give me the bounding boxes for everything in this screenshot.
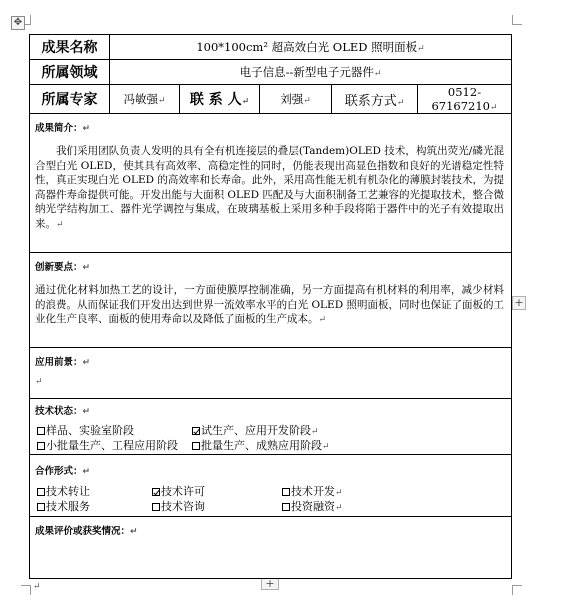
cooperation-option-service[interactable] xyxy=(37,500,152,515)
row-summary xyxy=(30,114,512,253)
paragraph-mark: ↵ xyxy=(490,103,498,113)
paragraph-mark: ↵ xyxy=(318,315,327,325)
result-name-value-cell[interactable] xyxy=(110,35,512,60)
summary-cell[interactable] xyxy=(30,114,512,253)
tech-status-title: 技术状态： xyxy=(35,406,83,417)
paragraph-mark: ↵ xyxy=(322,442,330,452)
prospects-cell[interactable] xyxy=(30,348,512,399)
evaluation-cell[interactable] xyxy=(30,517,512,579)
cooperation-option-license[interactable] xyxy=(152,485,282,500)
row-evaluation xyxy=(30,517,512,579)
tech-status-option-small-batch[interactable] xyxy=(37,439,192,454)
tech-status-option-trial[interactable] xyxy=(192,424,392,439)
tech-status-option-sample[interactable] xyxy=(37,424,192,439)
contact-label-cell xyxy=(180,85,260,114)
paragraph-mark: ↵ xyxy=(82,467,91,477)
paragraph-mark: ↵ xyxy=(311,427,319,437)
add-row-button[interactable]: + xyxy=(261,578,279,590)
option-label: 技术许可 xyxy=(161,485,205,498)
field-label-cell xyxy=(30,60,110,85)
paragraph-mark: ↵ xyxy=(157,96,166,106)
result-name-value: 100*100cm² 超高效白光 OLED 照明面板 xyxy=(196,40,418,54)
page-corner-top-right xyxy=(512,15,522,25)
row-result-name xyxy=(30,35,512,60)
option-label: 小批量生产、工程应用阶段 xyxy=(46,439,178,452)
paragraph-mark: ↵ xyxy=(82,358,91,368)
field-value: 电子信息--新型电子元器件 xyxy=(239,65,374,79)
innovation-text xyxy=(35,283,504,328)
innovation-cell[interactable] xyxy=(30,253,512,348)
cooperation-options xyxy=(37,485,504,515)
paragraph-mark: ↵ xyxy=(130,527,138,537)
achievement-table xyxy=(29,34,512,579)
checkbox-icon[interactable] xyxy=(37,427,45,435)
prospects-title-line xyxy=(35,356,504,370)
row-prospects xyxy=(30,348,512,399)
result-name-label-cell xyxy=(30,35,110,60)
summary-title-line xyxy=(35,122,504,136)
expert-label-cell xyxy=(30,85,110,114)
expert-value-cell[interactable] xyxy=(110,85,180,114)
paragraph-mark: ↵ xyxy=(56,219,64,230)
contact-method-label: 联系方式 xyxy=(344,93,397,109)
field-value-cell[interactable] xyxy=(110,60,512,85)
checkbox-icon[interactable] xyxy=(37,442,45,450)
paragraph-mark: ↵ xyxy=(417,44,425,54)
option-label: 技术咨询 xyxy=(161,500,205,513)
paragraph-mark: ↵ xyxy=(35,377,43,387)
field-label: 所属领域 xyxy=(41,65,98,81)
paragraph-mark: ↵ xyxy=(82,263,91,273)
option-label: 试生产、应用开发阶段 xyxy=(201,424,311,437)
paragraph-mark: ↵ xyxy=(303,96,311,106)
option-label: 批量生产、成熟应用阶段 xyxy=(201,439,322,452)
prospects-title: 应用前景： xyxy=(35,357,83,368)
evaluation-title: 成果评价或获奖情况： xyxy=(35,526,131,537)
evaluation-title-line xyxy=(35,525,504,539)
option-label: 技术服务 xyxy=(46,500,90,513)
innovation-title-line xyxy=(35,261,504,275)
tech-status-cell xyxy=(30,399,512,455)
cooperation-title: 合作形式： xyxy=(35,466,83,477)
expert-value: 冯敏强 xyxy=(123,92,158,106)
add-column-button[interactable]: + xyxy=(512,296,526,310)
row-innovation xyxy=(30,253,512,348)
paragraph-mark: ↵ xyxy=(373,69,382,79)
summary-paragraph: 我们采用团队负责人发明的具有全有机连接层的叠层(Tandem)OLED 技术，构筑出荧光/磷光混合型白光 OLED，使其具有高效率、高稳定性的同时，仍能表现出高显色指数和良好的光谱稳定性特性，真正实现白光 OLED 的高效率和长寿命。此外，采用高性能无机有机杂化的薄膜封装技术，为提高器件寿命提供可能。开发出能与大面积 OLED 匹配及与大面积制备工艺兼容的光提取技术，整合微纳光学结构加工、器件光学调控与集成，在玻璃基板上采用多种手段将陷于器件中的光子有效提取出来。 xyxy=(35,145,505,230)
paragraph-mark: ↵ xyxy=(82,407,91,417)
paragraph-mark: ↵ xyxy=(241,97,250,107)
tech-status-title-line xyxy=(35,405,504,419)
empty-line xyxy=(35,376,504,388)
paragraph-mark: ↵ xyxy=(335,503,343,513)
checkbox-icon[interactable] xyxy=(282,503,290,511)
phone-value: 0512-67167210 xyxy=(431,85,490,113)
checkbox-icon[interactable] xyxy=(37,503,45,511)
contact-value-cell[interactable] xyxy=(260,85,332,114)
cooperation-option-investment[interactable] xyxy=(282,500,412,515)
innovation-title: 创新要点： xyxy=(35,262,83,273)
page-corner-bottom-left xyxy=(21,585,31,595)
table-move-handle-icon[interactable]: ✥ xyxy=(11,16,25,30)
paragraph-mark: ↵ xyxy=(335,488,343,498)
option-label: 技术开发 xyxy=(291,485,335,498)
checkbox-checked-icon[interactable] xyxy=(152,488,160,496)
option-label: 技术转让 xyxy=(46,485,90,498)
summary-title: 成果简介： xyxy=(35,123,83,134)
row-expert xyxy=(30,85,512,114)
tech-status-options xyxy=(37,424,504,454)
row-cooperation xyxy=(30,455,512,517)
row-field xyxy=(30,60,512,85)
contact-label: 联 系 人 xyxy=(189,92,242,108)
expert-label: 所属专家 xyxy=(41,92,98,108)
document-end-paragraph-mark: ↵ xyxy=(33,582,41,592)
checkbox-icon[interactable] xyxy=(282,488,290,496)
contact-method-label-cell xyxy=(332,85,418,114)
option-label: 投资融资 xyxy=(291,500,335,513)
page-corner-bottom-right xyxy=(512,585,522,595)
checkbox-icon[interactable] xyxy=(192,442,200,450)
cooperation-cell xyxy=(30,455,512,517)
cooperation-option-transfer[interactable] xyxy=(37,485,152,500)
checkbox-icon[interactable] xyxy=(37,488,45,496)
checkbox-icon[interactable] xyxy=(152,503,160,511)
option-label: 样品、实验室阶段 xyxy=(46,424,134,437)
contact-value: 刘强 xyxy=(280,92,304,106)
innovation-paragraph: 通过优化材料加热工艺的设计，一方面使膜厚控制准确，另一方面提高有机材料的利用率，减少材料的浪费。从而保证我们开发出达到世界一流效率水平的白光 OLED 照明面板，同时也保证了面板的工业化生产良率、面板的使用寿命以及降低了面板的生产成本。 xyxy=(35,284,505,325)
paragraph-mark: ↵ xyxy=(82,124,91,134)
cooperation-option-consulting[interactable] xyxy=(152,500,282,515)
cooperation-option-development[interactable] xyxy=(282,485,412,500)
tech-status-option-mass[interactable] xyxy=(192,439,392,454)
checkbox-checked-icon[interactable] xyxy=(192,427,200,435)
result-name-label: 成果名称 xyxy=(41,40,98,56)
paragraph-mark: ↵ xyxy=(396,97,405,108)
row-tech-status xyxy=(30,399,512,455)
summary-text xyxy=(35,144,504,232)
phone-value-cell[interactable] xyxy=(418,85,512,114)
cooperation-title-line xyxy=(35,465,504,479)
